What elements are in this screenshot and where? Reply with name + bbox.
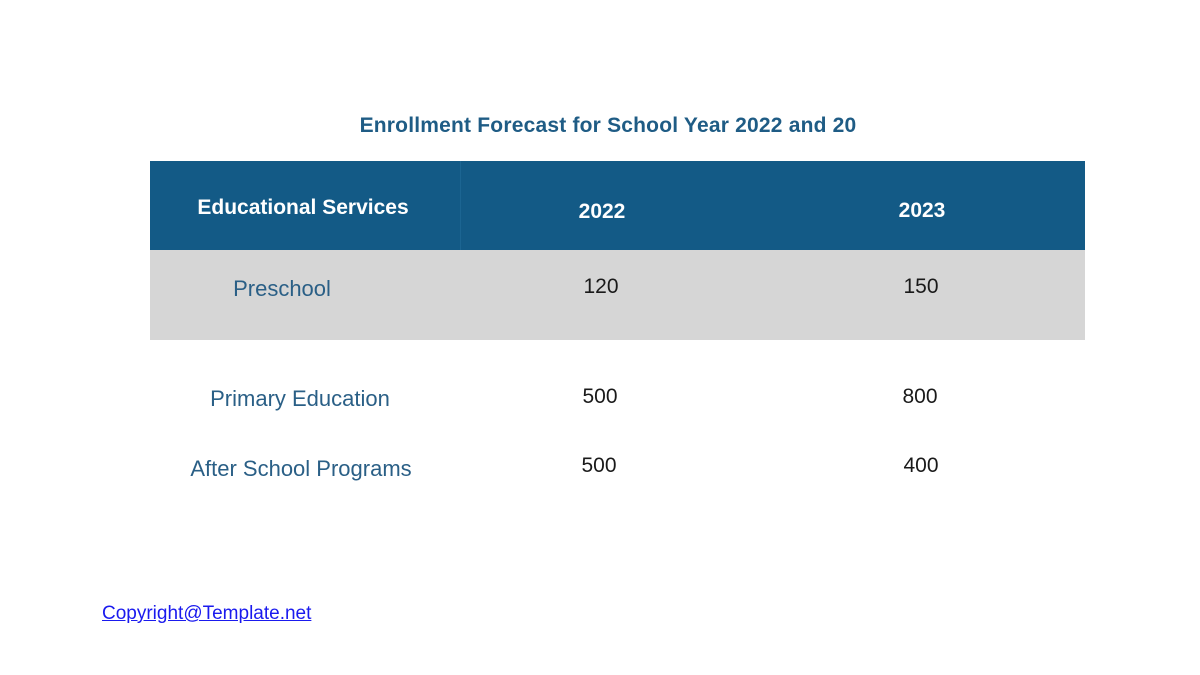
value-2022: 120 (583, 275, 619, 298)
header-2023: 2023 (898, 199, 946, 222)
value-2023: 800 (902, 385, 938, 408)
table-header-row (150, 161, 1085, 250)
value-2023: 400 (903, 454, 939, 477)
table-row (150, 430, 1085, 500)
copyright-link[interactable]: Copyright@Template.net (102, 603, 312, 624)
header-educational-services: Educational Services (197, 196, 409, 219)
value-2022: 500 (581, 454, 617, 477)
service-name: Preschool (233, 276, 331, 301)
value-2022: 500 (582, 385, 618, 408)
enrollment-table (150, 161, 1085, 500)
service-name: Primary Education (210, 386, 390, 411)
service-name: After School Programs (190, 456, 412, 481)
value-2023: 150 (903, 275, 939, 298)
table-row (150, 360, 1085, 430)
page-title: Enrollment Forecast for School Year 2022 and 20 (359, 114, 857, 137)
table-row (150, 250, 1085, 340)
header-divider (460, 161, 461, 250)
header-2022: 2022 (578, 200, 626, 223)
